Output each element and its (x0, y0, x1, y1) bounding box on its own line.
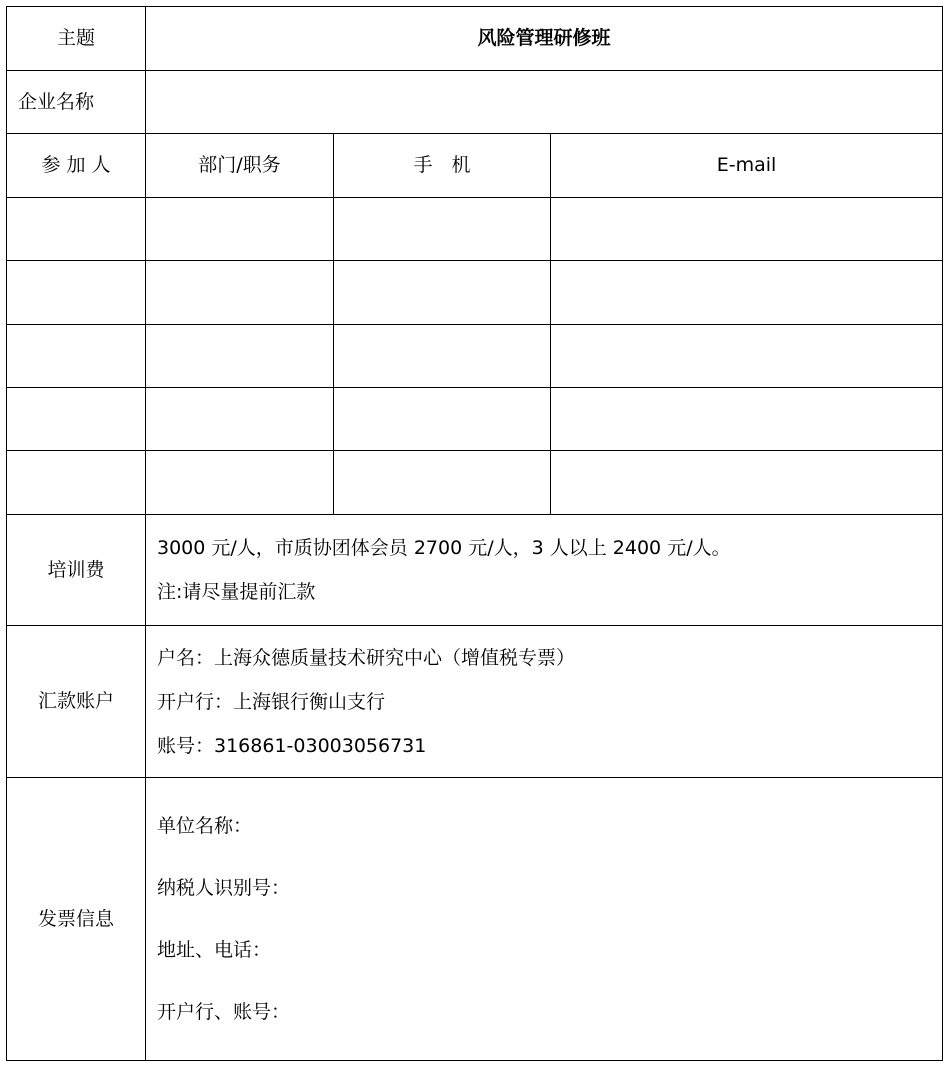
participant-name-cell[interactable] (7, 198, 146, 261)
phone-cell[interactable] (334, 325, 551, 388)
participant-row (7, 388, 943, 451)
account-bank-text: 开户行：上海银行衡山支行 (157, 690, 386, 713)
column-header-email: E-mail (551, 134, 943, 198)
account-number-text: 账号：316861-03003056731 (157, 734, 427, 757)
fee-note-text: 注:请尽量提前汇款 (157, 581, 316, 603)
company-name-field[interactable] (146, 71, 943, 134)
account-name-text: 户名：上海众德质量技术研究中心（增值税专票） (157, 646, 576, 669)
invoice-bank-account-field[interactable]: 开户行、账号： (157, 1001, 291, 1023)
participant-row (7, 451, 943, 515)
fee-row (7, 515, 943, 626)
column-header-department: 部门/职务 (146, 134, 334, 198)
participant-name-cell[interactable] (7, 388, 146, 451)
department-cell[interactable] (146, 198, 334, 261)
invoice-tax-id-field[interactable]: 纳税人识别号： (157, 877, 291, 899)
invoice-company-field[interactable]: 单位名称： (157, 815, 253, 837)
invoice-details[interactable] (146, 778, 943, 1061)
account-label: 汇款账户 (7, 626, 146, 778)
email-cell[interactable] (551, 388, 943, 451)
participant-row (7, 198, 943, 261)
phone-cell[interactable] (334, 451, 551, 515)
email-cell[interactable] (551, 198, 943, 261)
fee-label: 培训费 (7, 515, 146, 626)
phone-cell[interactable] (334, 388, 551, 451)
email-cell[interactable] (551, 451, 943, 515)
account-row (7, 626, 943, 778)
invoice-row (7, 778, 943, 1061)
topic-label: 主题 (7, 7, 146, 71)
company-label: 企业名称 (7, 71, 146, 134)
participants-header-row (7, 134, 943, 198)
participant-row (7, 325, 943, 388)
email-cell[interactable] (551, 325, 943, 388)
participant-row (7, 261, 943, 325)
department-cell[interactable] (146, 451, 334, 515)
registration-form-table (6, 6, 943, 1061)
invoice-address-phone-field[interactable]: 地址、电话： (157, 939, 272, 961)
phone-cell[interactable] (334, 261, 551, 325)
participants-label: 参 加 人 (7, 134, 146, 198)
invoice-label: 发票信息 (7, 778, 146, 1061)
participant-name-cell[interactable] (7, 261, 146, 325)
department-cell[interactable] (146, 261, 334, 325)
account-details (146, 626, 943, 778)
department-cell[interactable] (146, 388, 334, 451)
fee-price-text: 3000 元/人，市质协团体会员 2700 元/人，3 人以上 2400 元/人。 (157, 537, 731, 559)
fee-details (146, 515, 943, 626)
topic-value: 风险管理研修班 (146, 7, 943, 71)
topic-row (7, 7, 943, 71)
phone-cell[interactable] (334, 198, 551, 261)
department-cell[interactable] (146, 325, 334, 388)
participant-name-cell[interactable] (7, 451, 146, 515)
email-cell[interactable] (551, 261, 943, 325)
company-row (7, 71, 943, 134)
column-header-phone: 手 机 (334, 134, 551, 198)
participant-name-cell[interactable] (7, 325, 146, 388)
